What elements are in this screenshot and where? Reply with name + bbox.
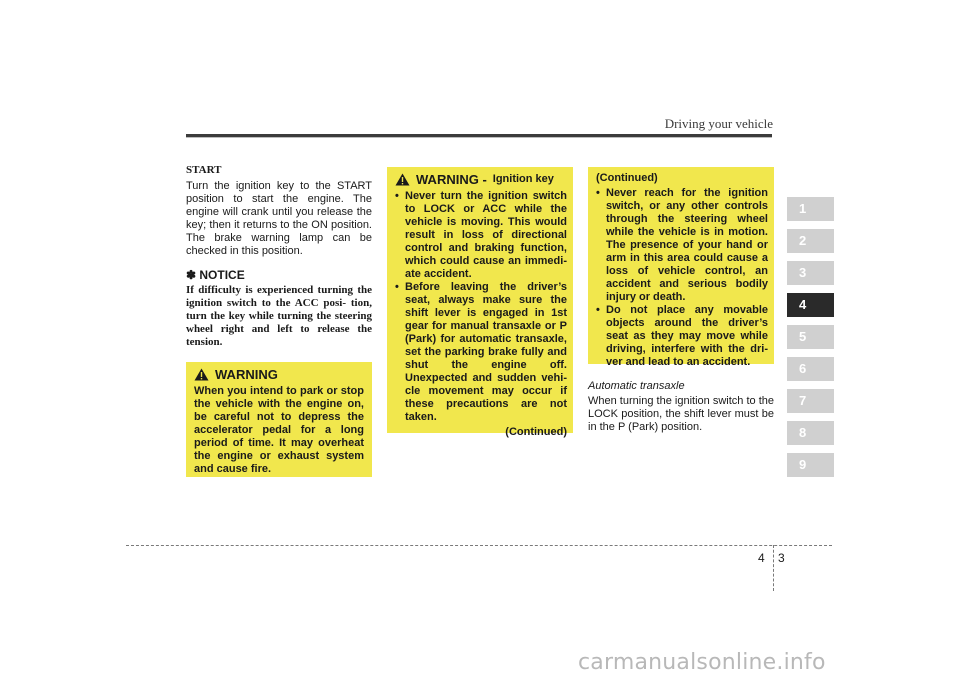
- chapter-tab-3[interactable]: 3: [787, 261, 834, 285]
- list-item: • Before leaving the driver’s seat, always make sure the shift lever is engaged in 1st gear for manual transaxle or P (Park) for automatic transaxle, set the parking brake fully and shut the engine off. Unexpected and sudden vehi- cle movement may occur if these precautions are not taken.: [395, 281, 567, 424]
- chapter-tab-9[interactable]: 9: [787, 453, 834, 477]
- page-number: 3: [778, 551, 785, 565]
- list-item: • Do not place any movable objects around the driver’s seat as they may move while driving, interfere with the dri- ver and lead to an accident.: [596, 304, 768, 369]
- watermark: carmanualsonline.info: [578, 650, 826, 675]
- warning-box-park: [186, 362, 372, 477]
- warning-bullet-list: [588, 185, 774, 369]
- warning-box-continued: [588, 167, 774, 368]
- warning-sublabel: Ignition key: [492, 173, 554, 185]
- chapter-tab-5[interactable]: 5: [787, 325, 834, 349]
- list-item: • Never reach for the ignition switch, or any other controls through the steering wheel while the vehicle is in motion. The presence of your hand or arm in this area could cause a loss of vehicle control, an accident and serious bodily injury or death.: [596, 187, 768, 304]
- automatic-transaxle-section: [588, 380, 774, 434]
- page-chapter-number: 4: [758, 551, 765, 565]
- warning-text: When you intend to park or stop the vehicle with the engine on, be careful not to depress the accelerator pedal for a long period of time. It may overheat the engine or exhaust system and cause fire.: [194, 385, 364, 475]
- warning-label: WARNING: [215, 367, 278, 382]
- list-item: • Never turn the ignition switch to LOCK or ACC while the vehicle is moving. This would result in loss of directional control and braking function, which could cause an immedi- ate accident.: [395, 190, 567, 281]
- header-rule-shadow: [186, 137, 772, 138]
- footer-rule: [126, 545, 832, 546]
- warning-triangle-icon: [395, 173, 410, 186]
- continued-label: (Continued): [505, 426, 567, 438]
- warning-header: [186, 362, 372, 383]
- chapter-tab-4[interactable]: 4: [787, 293, 834, 317]
- warning-box-ignition-key: [387, 167, 573, 438]
- chapter-tab-1[interactable]: 1: [787, 197, 834, 221]
- chapter-tab-2[interactable]: 2: [787, 229, 834, 253]
- page-header-title: Driving your vehicle: [664, 116, 773, 131]
- column-left: [186, 164, 372, 349]
- chapter-tab-7[interactable]: 7: [787, 389, 834, 413]
- automatic-transaxle-title: Automatic transaxle: [588, 380, 685, 392]
- continued-header: (Continued): [596, 172, 658, 184]
- notice-text: If difficulty is experienced turning the ignition switch to the ACC posi- tion, turn the key while turning the steering wheel right and left to release the tension.: [186, 284, 372, 348]
- chapter-tab-6[interactable]: 6: [787, 357, 834, 381]
- automatic-transaxle-text: When turning the ignition switch to the LOCK position, the shift lever must be in the P (Park) position.: [588, 395, 774, 433]
- warning-bullet-list: [387, 188, 573, 424]
- warning-label: WARNING -: [416, 172, 487, 187]
- warning-triangle-icon: [194, 368, 209, 381]
- notice-title: ✽ NOTICE: [186, 268, 245, 282]
- footer-divider: [773, 545, 774, 591]
- start-title: START: [186, 164, 222, 176]
- warning-header: [387, 167, 573, 188]
- start-text: Turn the ignition key to the START position to start the engine. The engine will crank until you release the key; then it returns to the ON position. The brake warning lamp can be checked in this position.: [186, 180, 372, 257]
- chapter-tab-8[interactable]: 8: [787, 421, 834, 445]
- chapter-tabs: [787, 197, 834, 485]
